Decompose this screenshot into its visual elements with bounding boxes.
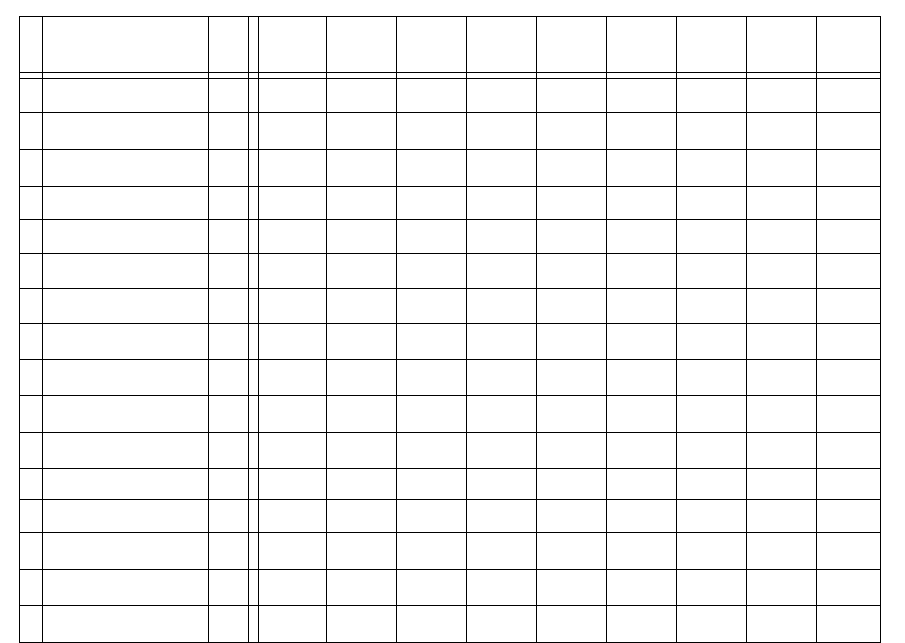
row-value-2020 — [259, 469, 327, 500]
header-2023-from-2021 — [677, 17, 747, 73]
row-value-2022 — [607, 396, 677, 433]
row-value-2022 — [607, 606, 677, 643]
row-value-2023-from-2022 — [747, 187, 817, 220]
table-row — [20, 220, 881, 254]
table-row — [20, 187, 881, 220]
row-value-2022-from-2020 — [467, 500, 537, 533]
row-number — [20, 79, 43, 113]
table-row — [20, 79, 881, 113]
row-value-2021-from-2020 — [327, 360, 397, 396]
table-row — [20, 570, 881, 606]
row-value-2023-from-2021 — [677, 113, 747, 150]
row-value-2021 — [397, 360, 467, 396]
row-value-2023-from-2021 — [677, 187, 747, 220]
row-number — [20, 500, 43, 533]
row-value-2023-from-2021 — [677, 500, 747, 533]
row-name — [43, 360, 209, 396]
row-value-2022-from-2020 — [467, 220, 537, 254]
row-value-2021 — [397, 500, 467, 533]
row-blank — [249, 113, 259, 150]
row-value-2022-from-2020 — [467, 150, 537, 187]
row-value-2020 — [259, 150, 327, 187]
row-kind — [209, 187, 249, 220]
row-value-2021 — [397, 533, 467, 570]
row-value-2022-from-2021 — [537, 79, 607, 113]
row-number — [20, 433, 43, 469]
row-value-2023 — [817, 533, 881, 570]
row-number — [20, 113, 43, 150]
row-value-2022 — [607, 360, 677, 396]
row-name — [43, 324, 209, 360]
row-value-2021 — [397, 150, 467, 187]
row-value-2020 — [259, 570, 327, 606]
row-value-2020 — [259, 254, 327, 289]
row-value-2021-from-2020 — [327, 113, 397, 150]
row-kind — [209, 254, 249, 289]
row-kind — [209, 324, 249, 360]
row-name — [43, 79, 209, 113]
row-number — [20, 469, 43, 500]
table-row — [20, 289, 881, 324]
row-value-2021 — [397, 289, 467, 324]
row-blank — [249, 500, 259, 533]
row-value-2023-from-2022 — [747, 150, 817, 187]
row-value-2022 — [607, 289, 677, 324]
row-value-2023-from-2021 — [677, 79, 747, 113]
row-value-2022-from-2021 — [537, 289, 607, 324]
row-value-2023 — [817, 360, 881, 396]
row-value-2023 — [817, 289, 881, 324]
row-value-2021 — [397, 187, 467, 220]
row-value-2023 — [817, 570, 881, 606]
row-value-2020 — [259, 500, 327, 533]
row-value-2022-from-2020 — [467, 187, 537, 220]
row-number — [20, 289, 43, 324]
row-value-2021 — [397, 396, 467, 433]
row-value-2021 — [397, 220, 467, 254]
row-value-2021 — [397, 324, 467, 360]
row-value-2022 — [607, 220, 677, 254]
row-blank — [249, 150, 259, 187]
row-value-2020 — [259, 187, 327, 220]
header-2021-from-2020 — [327, 17, 397, 73]
row-name — [43, 113, 209, 150]
table-row — [20, 500, 881, 533]
row-value-2021-from-2020 — [327, 324, 397, 360]
row-value-2022-from-2021 — [537, 500, 607, 533]
row-value-2022-from-2021 — [537, 113, 607, 150]
row-value-2023-from-2021 — [677, 469, 747, 500]
row-number — [20, 360, 43, 396]
row-value-2022-from-2021 — [537, 360, 607, 396]
header-2020 — [259, 17, 327, 73]
row-blank — [249, 469, 259, 500]
row-value-2022-from-2020 — [467, 396, 537, 433]
row-value-2023-from-2021 — [677, 606, 747, 643]
row-value-2021 — [397, 113, 467, 150]
header-2021 — [397, 17, 467, 73]
row-value-2022 — [607, 113, 677, 150]
row-value-2023 — [817, 113, 881, 150]
row-value-2023-from-2022 — [747, 113, 817, 150]
row-value-2020 — [259, 533, 327, 570]
row-number — [20, 396, 43, 433]
row-name — [43, 187, 209, 220]
row-value-2022-from-2021 — [537, 606, 607, 643]
row-value-2021-from-2020 — [327, 150, 397, 187]
row-value-2022 — [607, 469, 677, 500]
row-value-2022 — [607, 500, 677, 533]
row-kind — [209, 570, 249, 606]
row-value-2023-from-2021 — [677, 324, 747, 360]
row-number — [20, 606, 43, 643]
row-name — [43, 606, 209, 643]
row-value-2022-from-2020 — [467, 289, 537, 324]
row-value-2022-from-2021 — [537, 396, 607, 433]
row-value-2021-from-2020 — [327, 533, 397, 570]
row-value-2022-from-2020 — [467, 254, 537, 289]
row-value-2023 — [817, 187, 881, 220]
row-value-2023-from-2022 — [747, 324, 817, 360]
row-value-2023-from-2022 — [747, 289, 817, 324]
row-value-2022 — [607, 533, 677, 570]
row-value-2022 — [607, 433, 677, 469]
row-value-2023 — [817, 150, 881, 187]
row-value-2020 — [259, 113, 327, 150]
row-number — [20, 324, 43, 360]
row-kind — [209, 433, 249, 469]
table-row — [20, 360, 881, 396]
row-value-2021-from-2020 — [327, 500, 397, 533]
row-kind — [209, 360, 249, 396]
row-blank — [249, 570, 259, 606]
row-name — [43, 150, 209, 187]
row-value-2021-from-2020 — [327, 433, 397, 469]
row-value-2023 — [817, 469, 881, 500]
row-value-2022 — [607, 324, 677, 360]
row-blank — [249, 324, 259, 360]
row-value-2023 — [817, 433, 881, 469]
row-value-2022-from-2021 — [537, 533, 607, 570]
row-value-2021-from-2020 — [327, 606, 397, 643]
header-2022-from-2021 — [537, 17, 607, 73]
row-blank — [249, 289, 259, 324]
header-number — [20, 17, 43, 73]
row-blank — [249, 360, 259, 396]
row-blank — [249, 433, 259, 469]
row-kind — [209, 469, 249, 500]
row-kind — [209, 289, 249, 324]
row-value-2021 — [397, 606, 467, 643]
row-value-2022-from-2021 — [537, 469, 607, 500]
row-value-2023-from-2021 — [677, 360, 747, 396]
row-value-2023-from-2021 — [677, 533, 747, 570]
row-value-2021 — [397, 469, 467, 500]
table-row — [20, 324, 881, 360]
row-value-2021 — [397, 79, 467, 113]
row-value-2023-from-2021 — [677, 396, 747, 433]
row-number — [20, 254, 43, 289]
row-value-2023 — [817, 254, 881, 289]
row-number — [20, 150, 43, 187]
row-value-2023-from-2021 — [677, 150, 747, 187]
header-2022 — [607, 17, 677, 73]
row-value-2022-from-2021 — [537, 324, 607, 360]
row-name — [43, 433, 209, 469]
row-value-2023-from-2021 — [677, 570, 747, 606]
table-row — [20, 606, 881, 643]
row-value-2022-from-2021 — [537, 433, 607, 469]
row-name — [43, 469, 209, 500]
row-kind — [209, 150, 249, 187]
row-value-2022-from-2020 — [467, 79, 537, 113]
row-value-2020 — [259, 396, 327, 433]
row-value-2021 — [397, 433, 467, 469]
row-blank — [249, 606, 259, 643]
row-value-2022 — [607, 187, 677, 220]
row-kind — [209, 396, 249, 433]
row-value-2021 — [397, 254, 467, 289]
row-name — [43, 533, 209, 570]
row-value-2022 — [607, 254, 677, 289]
row-blank — [249, 79, 259, 113]
row-value-2020 — [259, 324, 327, 360]
row-blank — [249, 187, 259, 220]
row-value-2023-from-2021 — [677, 220, 747, 254]
row-value-2023-from-2022 — [747, 606, 817, 643]
row-value-2020 — [259, 360, 327, 396]
row-value-2022-from-2020 — [467, 570, 537, 606]
row-value-2022-from-2020 — [467, 533, 537, 570]
row-value-2023-from-2022 — [747, 570, 817, 606]
row-value-2023-from-2022 — [747, 360, 817, 396]
table-row — [20, 469, 881, 500]
row-value-2021-from-2020 — [327, 187, 397, 220]
table-row — [20, 254, 881, 289]
data-table — [19, 16, 881, 643]
row-value-2022 — [607, 570, 677, 606]
row-blank — [249, 254, 259, 289]
row-value-2023-from-2022 — [747, 500, 817, 533]
table-row — [20, 533, 881, 570]
row-kind — [209, 500, 249, 533]
row-value-2023 — [817, 606, 881, 643]
row-name — [43, 220, 209, 254]
row-value-2020 — [259, 79, 327, 113]
table-row — [20, 433, 881, 469]
row-value-2023-from-2022 — [747, 433, 817, 469]
table-row — [20, 396, 881, 433]
row-value-2022-from-2021 — [537, 254, 607, 289]
row-value-2022-from-2020 — [467, 360, 537, 396]
row-value-2022-from-2021 — [537, 187, 607, 220]
row-value-2023 — [817, 500, 881, 533]
row-kind — [209, 79, 249, 113]
row-name — [43, 289, 209, 324]
row-kind — [209, 113, 249, 150]
header-kind — [209, 17, 249, 73]
row-value-2021-from-2020 — [327, 254, 397, 289]
row-value-2021 — [397, 570, 467, 606]
row-number — [20, 570, 43, 606]
row-value-2022 — [607, 150, 677, 187]
header-blank — [249, 17, 259, 73]
header-name — [43, 17, 209, 73]
row-kind — [209, 220, 249, 254]
row-number — [20, 533, 43, 570]
row-value-2020 — [259, 289, 327, 324]
row-value-2021-from-2020 — [327, 79, 397, 113]
row-blank — [249, 220, 259, 254]
row-name — [43, 500, 209, 533]
row-value-2023-from-2022 — [747, 220, 817, 254]
row-value-2022-from-2020 — [467, 469, 537, 500]
row-blank — [249, 533, 259, 570]
row-value-2023-from-2022 — [747, 396, 817, 433]
row-value-2023 — [817, 324, 881, 360]
row-value-2020 — [259, 606, 327, 643]
row-value-2022-from-2021 — [537, 150, 607, 187]
row-value-2023-from-2022 — [747, 79, 817, 113]
row-value-2022-from-2020 — [467, 113, 537, 150]
row-value-2022-from-2020 — [467, 433, 537, 469]
header-2023-from-2022 — [747, 17, 817, 73]
row-value-2022 — [607, 79, 677, 113]
row-value-2023-from-2022 — [747, 469, 817, 500]
row-value-2023 — [817, 79, 881, 113]
header-2022-from-2020 — [467, 17, 537, 73]
row-value-2023 — [817, 396, 881, 433]
row-value-2023-from-2021 — [677, 289, 747, 324]
row-name — [43, 254, 209, 289]
row-name — [43, 396, 209, 433]
row-value-2021-from-2020 — [327, 289, 397, 324]
row-value-2021-from-2020 — [327, 220, 397, 254]
row-value-2023-from-2021 — [677, 433, 747, 469]
row-number — [20, 187, 43, 220]
row-value-2022-from-2021 — [537, 220, 607, 254]
row-value-2022-from-2021 — [537, 570, 607, 606]
row-kind — [209, 606, 249, 643]
row-number — [20, 220, 43, 254]
row-name — [43, 570, 209, 606]
table-row — [20, 150, 881, 187]
row-value-2020 — [259, 433, 327, 469]
header-2023 — [817, 17, 881, 73]
table-header-row — [20, 17, 881, 73]
row-value-2023-from-2022 — [747, 254, 817, 289]
row-value-2021-from-2020 — [327, 396, 397, 433]
row-kind — [209, 533, 249, 570]
table-row-summary — [20, 113, 881, 150]
row-value-2021-from-2020 — [327, 570, 397, 606]
row-value-2022-from-2020 — [467, 606, 537, 643]
row-blank — [249, 396, 259, 433]
row-value-2023 — [817, 220, 881, 254]
row-value-2022-from-2020 — [467, 324, 537, 360]
row-value-2020 — [259, 220, 327, 254]
row-value-2023-from-2022 — [747, 533, 817, 570]
row-value-2021-from-2020 — [327, 469, 397, 500]
row-value-2023-from-2021 — [677, 254, 747, 289]
